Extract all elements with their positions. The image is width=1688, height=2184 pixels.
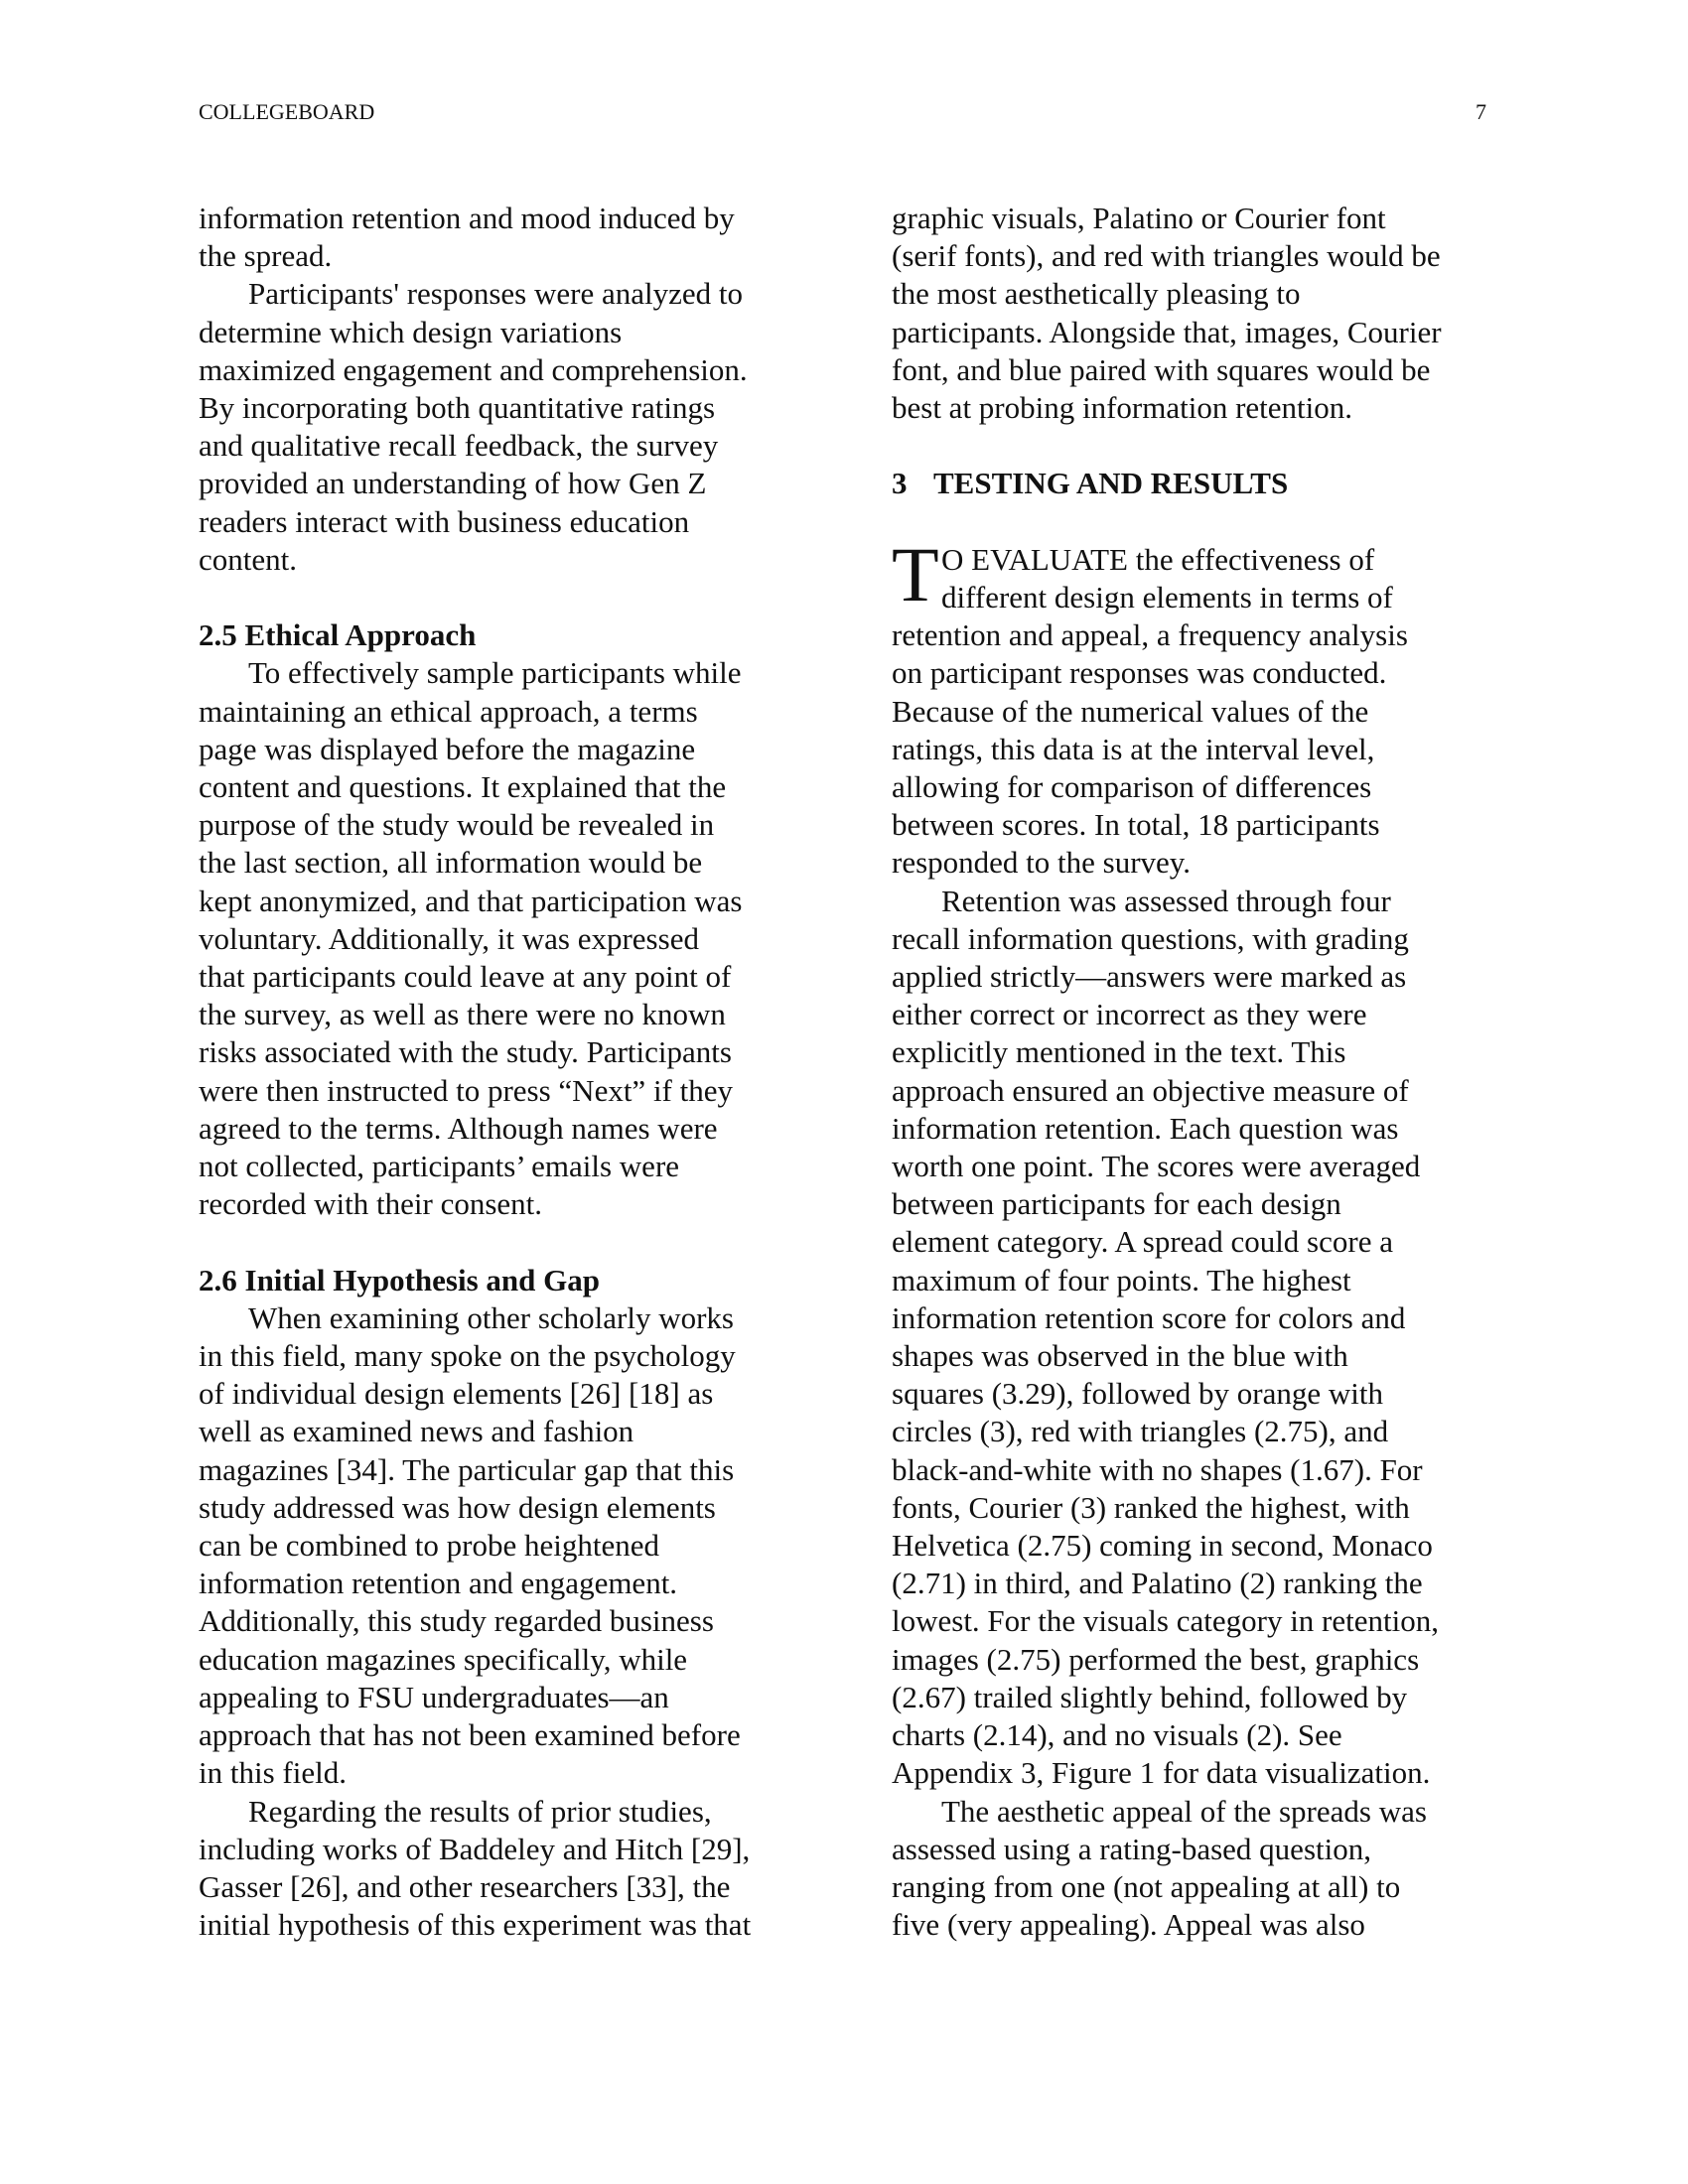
- text-line: voluntary. Additionally, it was expressed: [199, 920, 699, 956]
- text-line: purpose of the study would be revealed in: [199, 807, 715, 843]
- paragraph-aesthetic-appeal: [892, 1793, 1527, 1945]
- text-line: magazines [34]. The particular gap that this: [199, 1451, 735, 1487]
- left-column: [199, 200, 834, 1944]
- text-line: fonts, Courier (3) ranked the highest, with: [892, 1489, 1410, 1525]
- text-line: can be combined to probe heightened: [199, 1528, 659, 1564]
- text-line: squares (3.29), followed by orange with: [892, 1376, 1384, 1412]
- text-line: lowest. For the visuals category in retention,: [892, 1603, 1439, 1639]
- text-line: applied strictly—answers were marked as: [892, 959, 1407, 995]
- paragraph-hypothesis-continued: [892, 200, 1527, 427]
- text-line: black-and-white with no shapes (1.67). For: [892, 1451, 1423, 1487]
- text-line: Retention was assessed through four: [941, 883, 1391, 918]
- text-line: and qualitative recall feedback, the survey: [199, 428, 719, 464]
- text-line: maximum of four points. The highest: [892, 1262, 1351, 1297]
- text-line: responded to the survey.: [892, 845, 1192, 881]
- text-line: allowing for comparison of differences: [892, 769, 1372, 805]
- text-line: the survey, as well as there were no known: [199, 997, 726, 1032]
- text-line: circles (3), red with triangles (2.75), and: [892, 1414, 1389, 1449]
- text-line: information retention and engagement.: [199, 1566, 678, 1601]
- spacer: [892, 503, 1527, 541]
- text-line: five (very appealing). Appeal was also: [892, 1907, 1365, 1943]
- text-line: retention and appeal, a frequency analysis: [892, 617, 1408, 653]
- text-line: approach that has not been examined before: [199, 1717, 741, 1753]
- text-line: shapes was observed in the blue with: [892, 1338, 1348, 1374]
- text-line: recorded with their consent.: [199, 1186, 543, 1222]
- text-line: either correct or incorrect as they were: [892, 997, 1367, 1032]
- text-line: By incorporating both quantitative ratings: [199, 390, 716, 426]
- text-line: information retention and mood induced by: [199, 201, 735, 235]
- text-line: Participants' responses were analyzed to: [248, 276, 743, 312]
- text-line: of individual design elements [26] [18] as: [199, 1376, 714, 1412]
- spacer: [199, 579, 834, 616]
- text-line: To effectively sample participants while: [248, 655, 742, 691]
- text-line: maximized engagement and comprehension.: [199, 351, 748, 387]
- running-head: COLLEGEBOARD: [199, 99, 375, 124]
- text-line: participants. Alongside that, images, Courier: [892, 314, 1442, 349]
- text-line: readers interact with business education: [199, 503, 690, 539]
- text-line: not collected, participants’ emails were: [199, 1149, 680, 1184]
- text-line: education magazines specifically, while: [199, 1641, 688, 1677]
- text-line: Regarding the results of prior studies,: [248, 1793, 712, 1829]
- text-line: in this field.: [199, 1755, 347, 1791]
- text-line: study addressed was how design elements: [199, 1489, 716, 1525]
- text-line: The aesthetic appeal of the spreads was: [941, 1793, 1427, 1829]
- text-line: page was displayed before the magazine: [199, 731, 696, 766]
- text-line: appealing to FSU undergraduates—an: [199, 1679, 669, 1714]
- text-line: images (2.75) performed the best, graphics: [892, 1641, 1420, 1677]
- dropcap-letter: T: [892, 530, 939, 617]
- page-number: 7: [1476, 99, 1486, 124]
- text-line: Appendix 3, Figure 1 for data visualization.: [892, 1755, 1431, 1791]
- text-line: explicitly mentioned in the text. This: [892, 1034, 1346, 1070]
- text-line: in this field, many spoke on the psychology: [199, 1338, 736, 1374]
- text-line: on participant responses was conducted.: [892, 655, 1387, 691]
- text-line: approach ensured an objective measure of: [892, 1072, 1409, 1108]
- text-line: recall information questions, with grading: [892, 920, 1409, 956]
- text-line: best at probing information retention.: [892, 390, 1353, 426]
- text-line: determine which design variations: [199, 314, 623, 349]
- text-line: element category. A spread could score a: [892, 1224, 1393, 1260]
- text-line: that participants could leave at any point of: [199, 959, 732, 995]
- text-line: between scores. In total, 18 participants: [892, 807, 1380, 843]
- text-line: including works of Baddeley and Hitch [29],: [199, 1831, 751, 1866]
- text-line: content.: [199, 541, 297, 577]
- section-2-6: [199, 1262, 834, 1945]
- text-line: initial hypothesis of this experiment was that: [199, 1907, 752, 1943]
- text-line: the spread.: [199, 238, 333, 274]
- text-line: Additionally, this study regarded business: [199, 1603, 714, 1639]
- subsection-heading: 2.5 Ethical Approach: [199, 617, 477, 653]
- paragraph-retention: [892, 883, 1527, 1793]
- text-line: the most aesthetically pleasing to: [892, 276, 1301, 312]
- text-line: (2.71) in third, and Palatino (2) ranking the: [892, 1566, 1423, 1601]
- section-number: 3: [892, 466, 908, 501]
- section-2-5: [199, 616, 834, 1223]
- text-line: assessed using a rating-based question,: [892, 1831, 1371, 1866]
- text-line: kept anonymized, and that participation was: [199, 883, 743, 918]
- text-line: well as examined news and fashion: [199, 1414, 634, 1449]
- text-line: provided an understanding of how Gen Z: [199, 466, 707, 501]
- text-line: Helvetica (2.75) coming in second, Monaco: [892, 1528, 1433, 1564]
- text-line: were then instructed to press “Next” if they: [199, 1072, 734, 1108]
- text-line: Because of the numerical values of the: [892, 693, 1369, 729]
- text-line: information retention. Each question was: [892, 1110, 1399, 1146]
- text-line: agreed to the terms. Although names were: [199, 1110, 718, 1146]
- dropcap-paragraph: [892, 530, 1527, 617]
- paragraph-continued: [199, 200, 834, 275]
- spacer: [199, 1223, 834, 1261]
- paragraph-participants-responses: [199, 275, 834, 579]
- text-line: ranging from one (not appealing at all) to: [892, 1868, 1401, 1904]
- text-line: the last section, all information would be: [199, 845, 703, 881]
- text-line: Gasser [26], and other researchers [33], the: [199, 1868, 731, 1904]
- text-line: (serif fonts), and red with triangles would be: [892, 238, 1441, 274]
- text-line: content and questions. It explained that the: [199, 769, 727, 805]
- section-title: TESTING AND RESULTS: [933, 466, 1289, 501]
- text-line: (2.67) trailed slightly behind, followed by: [892, 1679, 1408, 1714]
- section-3: [892, 465, 1527, 1944]
- text-line: ratings, this data is at the interval level,: [892, 731, 1375, 766]
- right-column: [892, 200, 1527, 1944]
- text-line: different design elements in terms of: [941, 580, 1393, 614]
- text-line: information retention score for colors and: [892, 1299, 1406, 1335]
- text-line: font, and blue paired with squares would be: [892, 351, 1431, 387]
- text-line: graphic visuals, Palatino or Courier font: [892, 201, 1386, 235]
- subsection-heading: 2.6 Initial Hypothesis and Gap: [199, 1262, 600, 1297]
- text-line: between participants for each design: [892, 1186, 1341, 1222]
- text-line: maintaining an ethical approach, a terms: [199, 693, 698, 729]
- section-heading: [892, 465, 1527, 502]
- text-line: worth one point. The scores were averaged: [892, 1149, 1421, 1184]
- text-line: O EVALUATE the effectiveness of: [941, 541, 1375, 577]
- text-line: When examining other scholarly works: [248, 1299, 734, 1335]
- spacer: [892, 427, 1527, 465]
- text-line: charts (2.14), and no visuals (2). See: [892, 1717, 1342, 1753]
- text-line: risks associated with the study. Participants: [199, 1034, 732, 1070]
